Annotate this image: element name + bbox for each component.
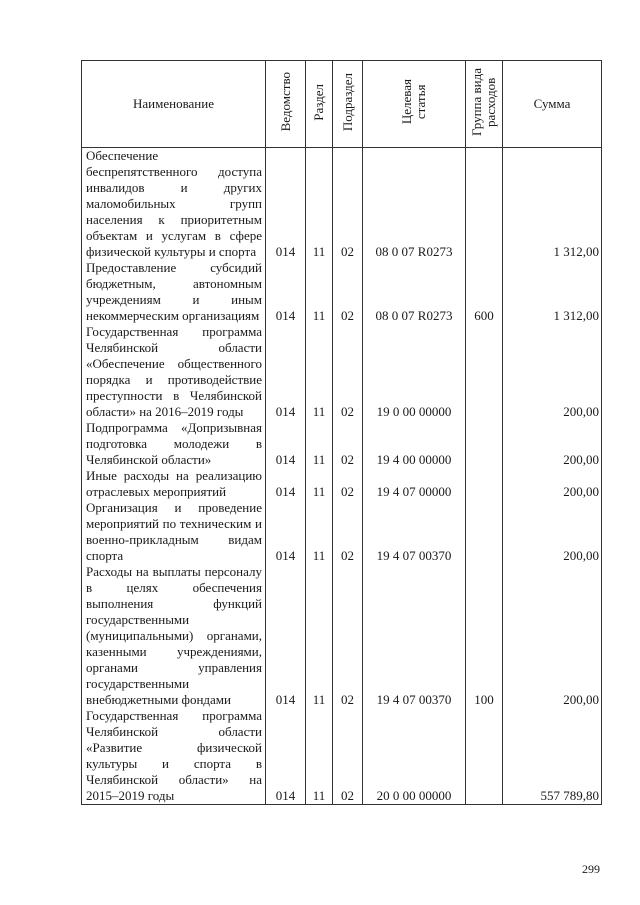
cell-name: Расходы на выплаты персоналу в целях обеспечения выполнения функций государственными (муниципальными) органами, казенными учреждениями, органами управления государственными внебюджетными фондами <box>82 564 266 708</box>
table-row <box>82 260 602 324</box>
cell-name: Предоставление субсидий бюджетным, автономным учреждениям и иным некоммерческим организациям <box>82 260 266 324</box>
header-section: Раздел <box>306 61 333 148</box>
cell-section: 11 <box>306 564 333 708</box>
table-row <box>82 420 602 468</box>
cell-target-article: 08 0 07 R0273 <box>363 260 466 324</box>
cell-amount: 557 789,80 <box>503 708 602 805</box>
header-subsection: Подраздел <box>333 61 363 148</box>
cell-target-article: 19 4 07 00370 <box>363 500 466 564</box>
cell-department: 014 <box>266 420 306 468</box>
cell-target-article: 08 0 07 R0273 <box>363 148 466 261</box>
cell-subsection: 02 <box>333 148 363 261</box>
cell-expense-group: 600 <box>466 260 503 324</box>
cell-target-article: 19 4 07 00370 <box>363 564 466 708</box>
cell-section: 11 <box>306 500 333 564</box>
cell-expense-group <box>466 708 503 805</box>
budget-table <box>81 60 602 805</box>
cell-amount: 200,00 <box>503 324 602 420</box>
table-row <box>82 564 602 708</box>
table-row <box>82 708 602 805</box>
cell-department: 014 <box>266 708 306 805</box>
cell-expense-group <box>466 420 503 468</box>
cell-amount: 1 312,00 <box>503 148 602 261</box>
cell-subsection: 02 <box>333 468 363 500</box>
header-target-article: Целевая статья <box>363 61 466 148</box>
cell-expense-group <box>466 324 503 420</box>
table-row <box>82 468 602 500</box>
table-row <box>82 148 602 261</box>
header-expense-group: Группа вида расходов <box>466 61 503 148</box>
cell-subsection: 02 <box>333 564 363 708</box>
cell-section: 11 <box>306 708 333 805</box>
cell-section: 11 <box>306 260 333 324</box>
cell-amount: 200,00 <box>503 564 602 708</box>
cell-department: 014 <box>266 148 306 261</box>
cell-expense-group: 100 <box>466 564 503 708</box>
header-department: Ведомство <box>266 61 306 148</box>
cell-subsection: 02 <box>333 708 363 805</box>
cell-section: 11 <box>306 148 333 261</box>
cell-subsection: 02 <box>333 260 363 324</box>
cell-name: Государственная программа Челябинской области «Развитие физической культуры и спорта в Челябинской области» на 2015–2019 годы <box>82 708 266 805</box>
table-row <box>82 324 602 420</box>
cell-amount: 200,00 <box>503 500 602 564</box>
cell-target-article: 19 0 00 00000 <box>363 324 466 420</box>
cell-name: Обеспечение беспрепятственного доступа инвалидов и других маломобильных групп населения к приоритетным объектам и услугам в сфере физической культуры и спорта <box>82 148 266 261</box>
cell-name: Государственная программа Челябинской области «Обеспечение общественного порядка и противодействие преступности в Челябинской области» на 2016–2019 годы <box>82 324 266 420</box>
cell-department: 014 <box>266 468 306 500</box>
cell-section: 11 <box>306 468 333 500</box>
cell-target-article: 20 0 00 00000 <box>363 708 466 805</box>
cell-amount: 200,00 <box>503 420 602 468</box>
header-amount: Сумма <box>503 61 602 148</box>
cell-subsection: 02 <box>333 324 363 420</box>
cell-amount: 200,00 <box>503 468 602 500</box>
page-number: 299 <box>582 862 600 876</box>
cell-name: Подпрограмма «Допризывная подготовка молодежи в Челябинской области» <box>82 420 266 468</box>
table-header-row <box>82 61 602 148</box>
cell-department: 014 <box>266 260 306 324</box>
cell-section: 11 <box>306 420 333 468</box>
cell-expense-group <box>466 500 503 564</box>
cell-target-article: 19 4 07 00000 <box>363 468 466 500</box>
cell-name: Иные расходы на реализацию отраслевых мероприятий <box>82 468 266 500</box>
cell-department: 014 <box>266 500 306 564</box>
cell-subsection: 02 <box>333 500 363 564</box>
cell-name: Организация и проведение мероприятий по техническим и военно-прикладным видам спорта <box>82 500 266 564</box>
cell-expense-group <box>466 468 503 500</box>
cell-department: 014 <box>266 324 306 420</box>
cell-section: 11 <box>306 324 333 420</box>
cell-amount: 1 312,00 <box>503 260 602 324</box>
cell-subsection: 02 <box>333 420 363 468</box>
cell-target-article: 19 4 00 00000 <box>363 420 466 468</box>
header-name: Наименование <box>82 61 266 148</box>
cell-expense-group <box>466 148 503 261</box>
table-row <box>82 500 602 564</box>
cell-department: 014 <box>266 564 306 708</box>
